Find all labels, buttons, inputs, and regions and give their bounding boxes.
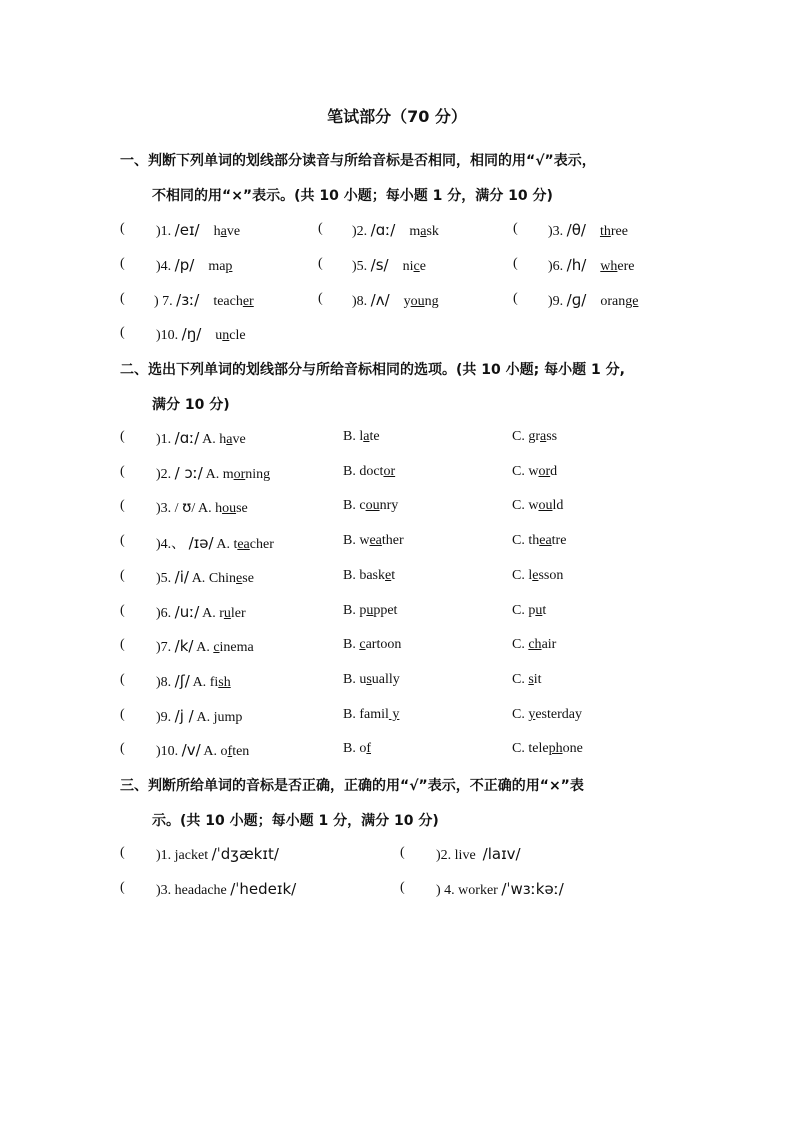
option-c: C. theatre [512,533,567,548]
section2-heading-line1: 二、选出下列单词的划线部分与所给音标相同的选项。(共 10 小题; 每小题 1 分, [120,362,625,378]
answer-blank[interactable]: ( [400,845,405,860]
question-item: ) 4. worker /ˈwɜːkəː/ [436,880,564,898]
section3-heading-line2: 示。(共 10 小题；每小题 1 分，满分 10 分) [152,813,439,829]
section1-heading-line1: 一、判断下列单词的划线部分读音与所给音标是否相同，相同的用“√”表示， [120,153,596,169]
section1-row [0,256,794,278]
question-stem: )4.、 /ɪə/ A. teacher [156,534,274,552]
section2-row [0,741,794,763]
answer-blank[interactable]: ( [513,256,518,271]
question-stem: )8. /ʃ/ A. fish [156,672,231,690]
question-item: )8. /ʌ/ young [352,291,439,309]
option-c: C. chair [512,637,557,652]
option-c: C. put [512,603,547,618]
answer-blank[interactable]: ( [318,291,323,306]
question-item: )3. headache /ˈhedeɪk/ [156,880,297,898]
answer-blank[interactable]: ( [120,672,125,687]
option-b: B. counry [343,498,399,513]
option-c: C. grass [512,429,558,444]
section3-row [0,845,794,867]
question-item: )1. /eɪ/ have [156,221,241,239]
question-stem: )1. /ɑː/ A. have [156,429,246,447]
question-item: )2. live /laɪv/ [436,845,521,863]
option-b: B. weather [343,533,404,548]
answer-blank[interactable]: ( [120,741,125,756]
option-c: C. would [512,498,564,513]
section1-row [0,291,794,313]
question-stem: )10. /v/ A. often [156,741,250,759]
question-stem: )9. /j / A. jump [156,707,243,725]
section2-row [0,464,794,486]
question-item: )3. /θ/ three [548,221,628,239]
section2-row [0,672,794,694]
section2-row [0,533,794,555]
option-b: B. basket [343,568,396,583]
section2-row [0,603,794,625]
question-item: )5. /s/ nice [352,256,426,274]
option-c: C. sit [512,672,542,687]
answer-blank[interactable]: ( [120,845,125,860]
answer-blank[interactable]: ( [120,429,125,444]
option-b: B. cartoon [343,637,402,652]
question-item: )2. /ɑː/ mask [352,221,439,239]
answer-blank[interactable]: ( [120,533,125,548]
question-item: ) 7. /ɜː/ teacher [154,291,254,309]
answer-blank[interactable]: ( [513,221,518,236]
question-stem: )2. / ɔː/ A. morning [156,464,271,482]
question-item: )1. jacket /ˈdʒækɪt/ [156,845,279,863]
section2-row [0,637,794,659]
answer-blank[interactable]: ( [120,603,125,618]
section1-row [0,221,794,243]
question-stem: )6. /uː/ A. ruler [156,603,246,621]
question-item: )6. /h/ where [548,256,635,274]
option-b: B. usually [343,672,400,687]
answer-blank[interactable]: ( [120,637,125,652]
answer-blank[interactable]: ( [120,707,125,722]
answer-blank[interactable]: ( [318,221,323,236]
section2-row [0,429,794,451]
option-b: B. late [343,429,380,444]
answer-blank[interactable]: ( [318,256,323,271]
answer-blank[interactable]: ( [120,256,125,271]
answer-blank[interactable]: ( [120,568,125,583]
option-c: C. yesterday [512,707,582,722]
section2-row [0,498,794,520]
option-c: C. telephone [512,741,583,756]
option-b: B. famil y [343,707,400,722]
section1-row [0,325,794,347]
page-title: 笔试部分（70 分） [327,107,467,126]
answer-blank[interactable]: ( [120,291,125,306]
question-stem: )5. /i/ A. Chinese [156,568,254,586]
question-item: )9. /ɡ/ orange [548,291,639,309]
section2-row [0,707,794,729]
section3-heading-line1: 三、判断所给单词的音标是否正确，正确的用“√”表示，不正确的用“×”表 [120,778,584,794]
answer-blank[interactable]: ( [400,880,405,895]
answer-blank[interactable]: ( [120,221,125,236]
question-item: )10. /ŋ/ uncle [156,325,246,343]
section1-heading-line2: 不相同的用“×”表示。(共 10 小题；每小题 1 分，满分 10 分) [152,188,553,204]
answer-blank[interactable]: ( [513,291,518,306]
section2-heading-line2: 满分 10 分) [152,397,230,413]
section2-row [0,568,794,590]
option-c: C. word [512,464,558,479]
answer-blank[interactable]: ( [120,325,125,340]
option-b: B. of [343,741,372,756]
question-item: )4. /p/ map [156,256,233,274]
option-b: B. doctor [343,464,396,479]
answer-blank[interactable]: ( [120,880,125,895]
question-stem: )3. / ʊ/ A. house [156,498,248,516]
question-stem: )7. /k/ A. cinema [156,637,254,655]
answer-blank[interactable]: ( [120,464,125,479]
option-b: B. puppet [343,603,398,618]
section3-row [0,880,794,902]
answer-blank[interactable]: ( [120,498,125,513]
option-c: C. lesson [512,568,564,583]
